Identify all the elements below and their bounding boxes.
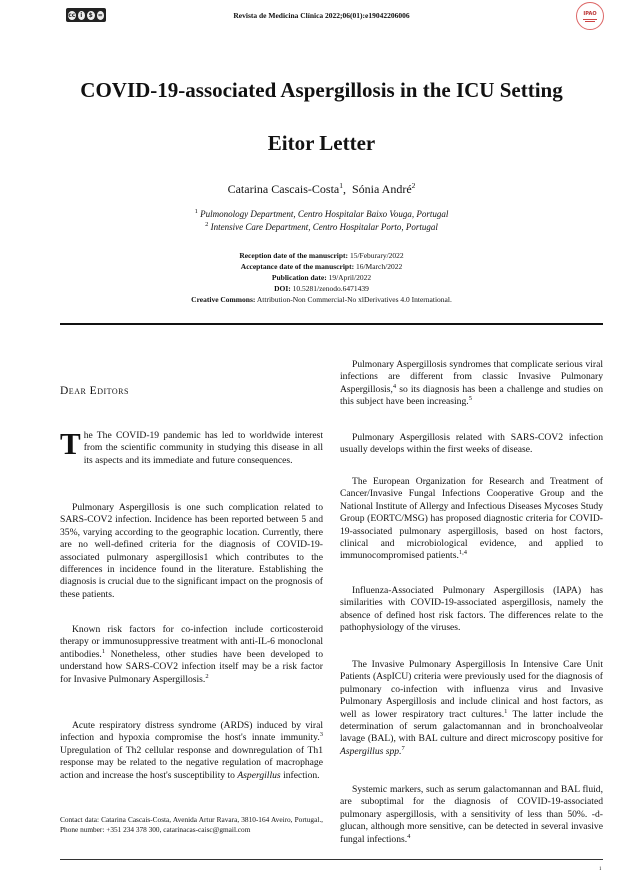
drop-cap: T — [60, 426, 81, 461]
affiliation — [0, 222, 643, 232]
meta-reception — [0, 251, 643, 260]
citation-mark: 2 — [205, 672, 209, 680]
paragraph-text — [340, 359, 603, 409]
by-icon: i — [78, 11, 86, 20]
article-subtitle: Eitor Letter — [267, 131, 376, 155]
meta-label: Creative Commons: — [191, 295, 256, 304]
divider — [60, 323, 603, 325]
paragraph-text: he The COVID-19 pandemic has led to worldwide interest from the scientific community in studying this disease in all its aspects and its immediate and future consequences. — [83, 430, 323, 466]
meta-label: Publication date: — [271, 273, 327, 282]
paragraph — [340, 359, 603, 409]
paragraph-text — [340, 659, 603, 758]
paragraph-text — [60, 720, 323, 782]
text-run: Acute respiratory distress syndrome (ARDS) induced by viral infection and hypoxia compromise the host's innate immunity. — [60, 720, 323, 744]
logo-line — [585, 21, 595, 22]
paragraph — [340, 659, 603, 758]
paragraph — [340, 585, 603, 635]
paragraph — [340, 432, 603, 457]
author-name: Catarina Cascais-Costa — [227, 182, 340, 196]
paragraph-text — [340, 476, 603, 563]
greeting-text: Dear Editors — [60, 385, 129, 397]
text-run: Upregulation of Th2 cellular response and downregulation of Th1 response may be related to the negative regulation of macrophage action and increase the host's susceptibility to — [60, 744, 323, 781]
affiliation — [0, 209, 643, 219]
paragraph-text — [60, 624, 323, 686]
affiliation-text: Intensive Care Department, Centro Hospitalar Porto, Portugal — [210, 222, 438, 232]
citation-mark: 7 — [401, 744, 405, 752]
meta-value: 19/April/2022 — [328, 273, 372, 282]
greeting-heading — [60, 385, 129, 397]
citation-mark: 5 — [468, 395, 472, 403]
citation-mark: 3 — [319, 731, 323, 739]
logo-line — [583, 19, 597, 20]
article-title: COVID-19-associated Aspergillosis in the ICU Setting — [80, 78, 563, 102]
text-run: Pulmonary Aspergillosis syndromes that complicate serious viral infections are different from classic Invasive Pulmonary Aspergillosis, — [340, 359, 603, 395]
meta-value: Attribution-Non Commercial-No xlDerivatives 4.0 International. — [256, 295, 452, 304]
species-name: Aspergillus — [237, 769, 281, 781]
text-run: so its diagnosis has been a challenge and studies on this subject have been increasing. — [340, 383, 603, 408]
citation-mark: 4 — [392, 382, 397, 390]
paragraph-text: Pulmonary Aspergillosis related with SARS-COV2 infection usually develops within the first weeks of disease. — [340, 432, 603, 456]
paragraph — [60, 502, 323, 601]
journal-logo-icon — [576, 2, 604, 30]
text-run: Known risk factors for co-infection include corticosteroid therapy or immunosuppressive treatment with anti-IL-6 monoclonal antibodies. — [60, 624, 323, 660]
affiliation-text: Pulmonology Department, Centro Hospitalar Baixo Vouga, Portugal — [200, 209, 449, 219]
cc-icon: cc — [68, 11, 76, 19]
paragraph-text — [340, 784, 603, 846]
page-number: 1 — [599, 867, 602, 872]
paragraph-text: Influenza-Associated Pulmonary Aspergillosis (IAPA) has similarities with COVID-19-associated aspergillosis, namely the absence of defined host risk factors. The differences relate to the pathophysiology of the viruses. — [340, 585, 603, 634]
meta-label: DOI: — [274, 284, 291, 293]
paragraph — [60, 624, 323, 686]
text-run: Nonetheless, other studies have been developed to understand how SARS-COV2 infection itself may be a risk factor for Invasive Pulmonary Aspergillosis. — [60, 648, 323, 685]
meta-license — [0, 295, 643, 304]
paragraph — [60, 426, 323, 467]
paragraph — [340, 784, 603, 846]
text-run: The European Organization for Research and Treatment of Cancer/Invasive Fungal Infections Cooperative Group and the National Institute of Allergy and Infectious Diseases Mycoses Study Group (EORTC/MSG) has proposed diagnostic criteria for COVID-19-associated pulmonary aspergillosis, based on host factors, clinical and microbiological evidence, and applied to immunocompromised patients. — [340, 476, 603, 562]
meta-publication — [0, 273, 643, 282]
citation-mark: 4 — [407, 832, 411, 840]
text-run: Systemic markers, such as serum galactomannan and BAL fluid, are suboptimal for the diagnosis of COVID-19-associated pulmonary aspergillosis, with a sensitivity of less than 50%. -d-glucan, although more sensitive, can be detected in several invasive fungal infections. — [340, 784, 603, 845]
meta-label: Reception date of the manuscript: — [239, 251, 349, 260]
paragraph-text: Pulmonary Aspergillosis is one such complication related to SARS-COV2 infection. Incidence has been reported between 5 and 35%, varying according to the geographic location. Currently, there are no well-defined criteria for the diagnosis of COVID-19-associated pulmonary aspergillosis1 which contributes to the differences in incidence found in the literature. Establishing the diagnosis is crucial due to the significant impact on the prognosis of these patients. — [60, 502, 323, 600]
logo-text: IPAO — [583, 10, 597, 17]
text-run: The latter include the determination of serum galactomannan and in bronchoalveolar lavage (BAL), with BAL culture and direct microscopy positive for — [340, 708, 603, 745]
affiliation-number: 1 — [194, 208, 198, 215]
author-affiliation-mark: 1 — [339, 181, 343, 190]
nd-icon: = — [97, 11, 103, 19]
text-run: infection. — [280, 769, 320, 781]
meta-value[interactable]: 10.5281/zenodo.6471439 — [292, 284, 369, 293]
paragraph — [340, 476, 603, 563]
contact-info: Contact data: Catarina Cascais-Costa, Avenida Artur Ravara, 3810-164 Aveiro, Portugal., Phone number: +351 234 378 300, catarinacas-caisc@gmail.com — [60, 815, 323, 834]
species-name: Aspergillus spp. — [340, 745, 402, 757]
paragraph — [60, 720, 323, 782]
citation-mark: 1,4 — [458, 549, 467, 557]
footer-divider — [60, 859, 603, 860]
author-affiliation-mark: 2 — [411, 181, 416, 190]
author-name: Sónia André — [351, 182, 412, 196]
meta-doi — [0, 284, 643, 293]
citation-mark: 1 — [504, 707, 508, 715]
meta-value: 15/Feburary/2022 — [349, 251, 404, 260]
journal-citation: Revista de Medicina Clínica 2022;06(01):e19042206006 — [233, 11, 410, 20]
meta-value: 16/March/2022 — [355, 262, 403, 271]
text-run: The Invasive Pulmonary Aspergillosis In Intensive Care Unit Patients (AspICU) criteria were previously used for the diagnosis of pulmonary co-infection with influenza virus and Invasive Pulmonary Aspergillosis and include clinical and host factors, as well as lower respiratory tract cultures. — [340, 659, 603, 720]
meta-acceptance — [0, 262, 643, 271]
left-column — [60, 426, 323, 467]
citation-mark: 1 — [101, 647, 106, 655]
meta-label: Acceptance date of the manuscript: — [240, 262, 355, 271]
affiliation-number: 2 — [205, 221, 209, 228]
author-list: Catarina Cascais-Costa$^1$, Sónia André$^2$ — [227, 181, 416, 196]
nc-icon: $ — [88, 11, 93, 19]
